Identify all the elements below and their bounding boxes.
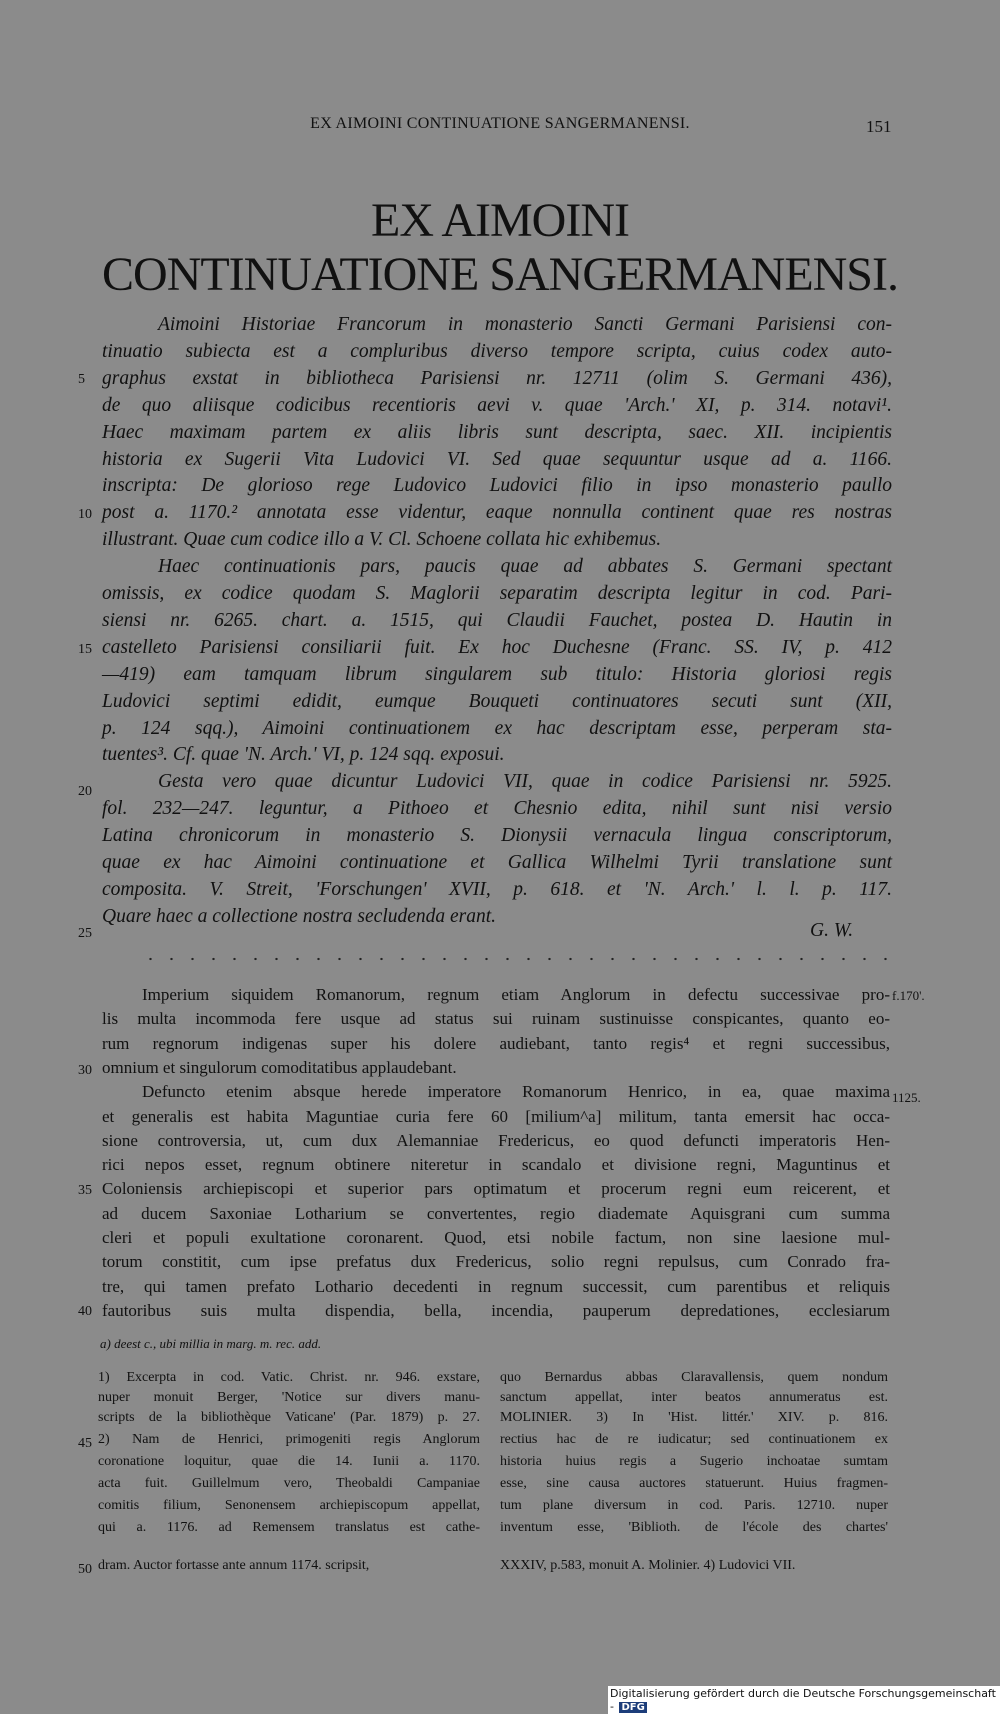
footnote-line: comitis filium, Senonensem archiepiscopum appellat,	[98, 1498, 480, 1513]
line-number: 30	[78, 1063, 92, 1078]
intro-line: siensi nr. 6265. chart. a. 1515, qui Claudii Fauchet, postea D. Hautin in	[102, 609, 892, 631]
footnote-line: esse, sine causa auctores statuerunt. Huius fragmen-	[500, 1476, 888, 1491]
line-number: 35	[78, 1183, 92, 1198]
intro-line: inscripta: De glorioso rege Ludovico Ludovici filio in ipso monasterio paullo	[102, 475, 892, 497]
footnote-line: qui a. 1176. ad Remensem translatus est cathe-	[98, 1520, 480, 1535]
main-text-line: ad ducem Saxoniae Lotharium se convertentes, regio diademate Aquisgrani cum summa	[102, 1203, 890, 1223]
footnote-line: historia huius regis a Sugerio inchoatae sumtam	[500, 1454, 888, 1469]
line-number: 10	[78, 507, 92, 522]
intro-line: Ludovici septimi edidit, eumque Bouqueti continuatores secuti sunt (XII,	[102, 690, 892, 712]
footnote-line: 2) Nam de Henrici, primogeniti regis Anglorum	[98, 1432, 480, 1447]
page-title-line-2: CONTINUATIONE SANGERMANENSI.	[102, 248, 898, 301]
main-text-line: cleri et populi exultatione coronarent. Quod, etsi nobile factum, non sine laesione mul-	[102, 1228, 890, 1247]
footnote-line: sanctum appellat, inter beatos annumeratus est.	[500, 1390, 888, 1405]
footnote-line: acta fuit. Guillelmum vero, Theobaldi Campaniae	[98, 1476, 480, 1491]
margin-folio-note: f.170'.	[892, 988, 925, 1003]
intro-line: tinuatio subiecta est a compluribus diverso tempore scripta, cuius codex auto-	[102, 340, 892, 362]
intro-line: castelleto Parisiensi consiliarii fuit. Ex hoc Duchesne (Franc. SS. IV, p. 412	[102, 636, 892, 658]
main-text-line: sione controversia, ut, cum dux Alemanniae Fredericus, eo quod defuncti imperatoris Hen-	[102, 1130, 890, 1150]
line-number: 45	[78, 1436, 92, 1451]
main-text-line: torum constitit, cum ipse prefatus dux Fredericus, solio regni repulsus, cum Conrado fra-	[102, 1252, 890, 1272]
footnote-line: dram. Auctor fortasse ante annum 1174. scripsit,	[98, 1558, 370, 1573]
intro-line: post a. 1170.² annotata esse videntur, eaque nonnulla continent quae res nostras	[102, 502, 892, 524]
digitization-credit	[608, 1686, 1000, 1714]
author-signature: G. W.	[810, 920, 854, 941]
intro-line: p. 124 sqq.), Aimoini continuationem ex hac descriptam esse, perperam sta-	[102, 717, 892, 739]
line-number: 25	[78, 926, 92, 941]
credit-text: Digitalisierung gefördert durch die Deutsche Forschungsgemeinschaft -	[610, 1687, 996, 1713]
footnote-line: inventum esse, 'Biblioth. de l'école des chartes'	[500, 1520, 888, 1535]
footnote-line: XXXIV, p.583, monuit A. Molinier. 4) Ludovici VII.	[500, 1558, 796, 1573]
line-number: 40	[78, 1304, 92, 1319]
footnote-line: rectius hac de re iudicatur; sed continuationem ex	[500, 1432, 888, 1447]
intro-line: Haec maximam partem ex aliis libris sunt descripta, saec. XII. incipientis	[102, 421, 892, 443]
line-number: 50	[78, 1562, 92, 1577]
footnote-line: quo Bernardus abbas Claravallensis, quem nondum	[500, 1370, 888, 1385]
intro-line: Gesta vero quae dicuntur Ludovici VII, quae in codice Parisiensi nr. 5925.	[158, 771, 892, 793]
footnote-line: nuper monuit Berger, 'Notice sur divers manu-	[98, 1390, 480, 1405]
intro-line: Quare haec a collectione nostra secludenda erant.	[102, 905, 497, 927]
page-title-line-1: EX AIMOINI	[371, 194, 629, 247]
intro-line: tuentes³. Cf. quae 'N. Arch.' VI, p. 124 sqq. exposui.	[102, 744, 505, 766]
page-number: 151	[866, 117, 892, 136]
line-number: 5	[78, 372, 85, 387]
running-head: EX AIMOINI CONTINUATIONE SANGERMANENSI.	[310, 115, 690, 132]
intro-line: fol. 232—247. leguntur, a Pithoeo et Chesnio edita, nihil sunt nisi versio	[102, 798, 892, 820]
main-text-line: tre, qui tamen prefato Lothario decedenti in regnum successit, cum parentibus et reliquis	[102, 1276, 890, 1296]
dfg-logo: DFG	[621, 1702, 645, 1713]
intro-line: Haec continuationis pars, paucis quae ad abbates S. Germani spectant	[158, 556, 892, 578]
footnote-line: scripts de la bibliothèque Vaticane' (Par. 1879) p. 27.	[98, 1410, 480, 1425]
ellipsis-divider	[140, 957, 890, 961]
main-text-line: omnium et singulorum comoditatibus applaudebant.	[102, 1057, 457, 1077]
main-text-line: Coloniensis archiepiscopi et superior pars optimatum et procerum regni eum reicerent, et	[102, 1179, 890, 1199]
intro-line: illustrant. Quae cum codice illo a V. Cl. Schoene collata hic exhibemus.	[102, 529, 662, 551]
intro-line: composita. V. Streit, 'Forschungen' XVII, p. 618. et 'N. Arch.' l. l. p. 117.	[102, 878, 892, 900]
intro-line: historia ex Sugerii Vita Ludovici VI. Sed quae sequuntur usque ad a. 1166.	[102, 448, 892, 470]
main-text-line: Defuncto etenim absque herede imperatore Romanorum Henrico, in ea, quae maxima	[142, 1082, 890, 1102]
footnote-line: coronatione loquitur, quae die 14. Iunii a. 1170.	[98, 1454, 480, 1469]
intro-line: de quo aliisque codicibus recentioris aevi v. quae 'Arch.' XI, p. 314. notavi¹.	[102, 394, 892, 416]
main-text-line: et generalis est habita Maguntiae curia fere 60 [milium^a] militum, tanta emersit hac occa-	[102, 1106, 890, 1126]
margin-year-note: 1125.	[892, 1090, 921, 1105]
intro-line: graphus exstat in bibliotheca Parisiensi nr. 12711 (olim S. Germani 436),	[102, 367, 892, 389]
intro-line: Latina chronicorum in monasterio S. Dionysii vernacula lingua conscriptorum,	[102, 825, 892, 847]
footnote-line: MOLINIER. 3) In 'Hist. littér.' XIV. p. 816.	[500, 1410, 888, 1425]
main-text-line: rum regnorum indigenas super his dolere audiebant, tanto regis⁴ et regni successibus,	[102, 1033, 890, 1053]
main-text-line: Imperium siquidem Romanorum, regnum etiam Anglorum in defectu successivae pro-	[142, 985, 890, 1004]
intro-line: omissis, ex codice quodam S. Maglorii separatim descripta legitur in cod. Pari-	[102, 583, 892, 604]
line-number: 20	[78, 784, 92, 799]
intro-line: quae ex hac Aimoini continuatione et Gallica Wilhelmi Tyrii translatione sunt	[102, 852, 892, 873]
footnote-line: 1) Excerpta in cod. Vatic. Christ. nr. 946. exstare,	[98, 1370, 480, 1385]
critical-apparatus: a) deest c., ubi millia in marg. m. rec. add.	[100, 1336, 322, 1351]
main-text-line: rici nepos esset, regnum obtinere niteretur in scandalo et divisione regni, Maguntinus et	[102, 1155, 890, 1175]
line-number: 15	[78, 642, 92, 657]
main-text-line: fautoribus suis multa dispendia, bella, incendia, pauperum depredationes, ecclesiarum	[102, 1300, 890, 1320]
intro-line: —419) eam tamquam librum singularem sub titulo: Historia gloriosi regis	[102, 663, 892, 685]
intro-line: Aimoini Historiae Francorum in monasterio Sancti Germani Parisiensi con-	[158, 314, 892, 335]
main-text-line: lis multa incommoda fere usque ad status sui ruinam sustinuisse conspicantes, quanto eo-	[102, 1009, 890, 1029]
footnote-line: tum plane diversum in cod. Paris. 12710. nuper	[500, 1498, 888, 1513]
